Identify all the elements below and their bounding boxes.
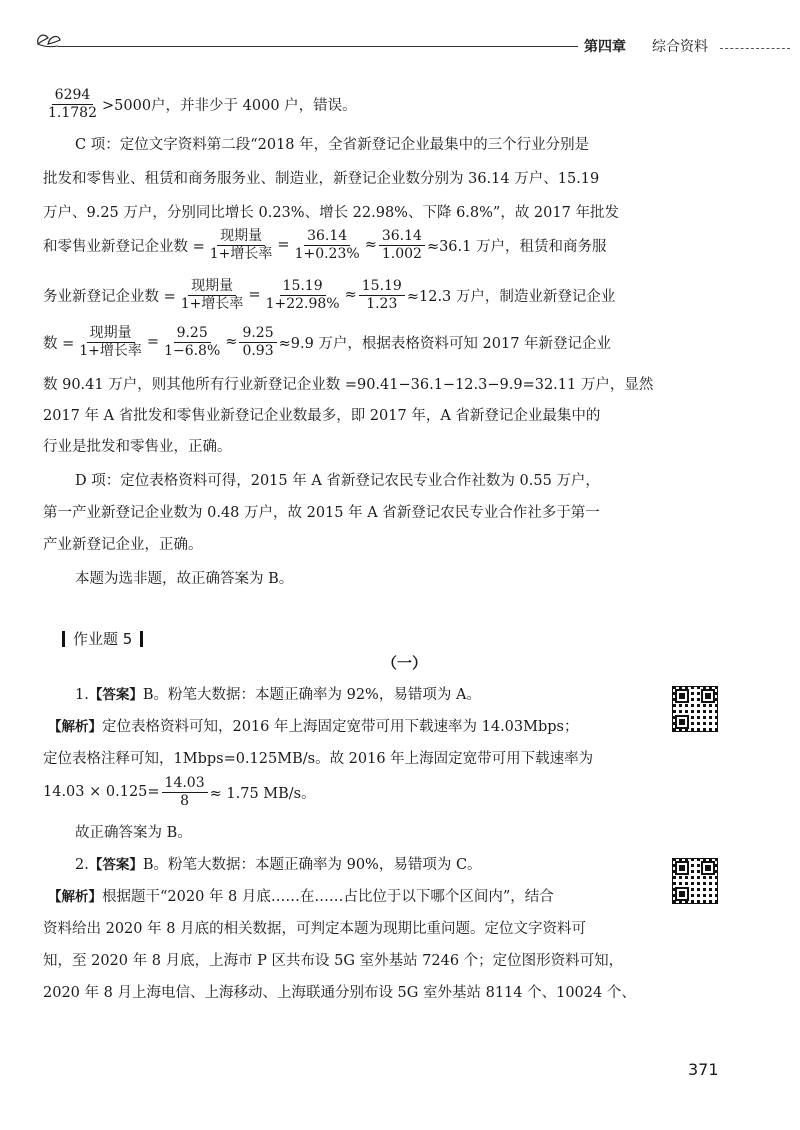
page-number: 371 xyxy=(688,1060,719,1079)
leaf-logo-icon xyxy=(34,30,64,50)
q1-analysis-1: 【解析】定位表格资料可知，2016 年上海固定宽带可用下载速率为 14.03Mbps； xyxy=(48,719,579,735)
option-a-tail: $\frac{6294}{1.1782}$ >5000户，并非少于 4000 户，错误。 xyxy=(43,84,357,124)
text-line: 数 90.41 万户，则其他所有行业新登记企业数 =90.41−36.1−12.3−9.9=32.11 万户，显然 xyxy=(43,377,654,393)
formula-line-c6: 数 = $\frac{\text{现期量}}{\text{1+增长率}}$ = $\frac{9.25}{1-6.8\%}$ ≈ $\frac{9.25}{0.93}$ ≈9.9 万户，根据表格资料可知 2017 年新登记企业 xyxy=(43,324,612,359)
fraction-a: $\frac{6294}{1.1782}$ xyxy=(48,86,97,121)
fraction: $\frac{9.25}{1-6.8\%}$ xyxy=(164,324,221,359)
heading-bar xyxy=(140,631,143,647)
header-rule-right xyxy=(720,48,790,49)
fraction: $\frac{36.14}{1.002}$ xyxy=(379,228,425,263)
text-line: 产业新登记企业，正确。 xyxy=(43,537,203,553)
fraction: $\frac{\text{现期量}}{\text{1+增长率}}$ xyxy=(209,227,273,262)
text-line: 行业是批发和零售业，正确。 xyxy=(43,439,232,455)
homework-heading xyxy=(62,628,143,649)
section-title: 综合资料 xyxy=(652,39,708,55)
chapter-title: 第四章 xyxy=(584,39,626,55)
text-line: 资料给出 2020 年 8 月底的相关数据，可判定本题为现期比重问题。定位文字资料可 xyxy=(43,921,587,937)
heading-bar xyxy=(62,631,65,647)
text-line: 定位表格注释可知，1Mbps=0.125MB/s。故 2016 年上海固定宽带可用下载速率为 xyxy=(43,751,594,767)
formula-line-c5: 务业新登记企业数 = $\frac{\text{现期量}}{\text{1+增长率}}$ = $\frac{15.19}{1+22.98\%}$ ≈ $\frac{15.19}{1.23}$ ≈12.3 万户，制造业新登记企业 xyxy=(43,277,616,312)
q1-answer: 1.【答案】B。粉笔大数据：本题正确率为 92%，易错项为 A。 xyxy=(75,687,481,703)
text-line: 第一产业新登记企业数为 0.48 万户，故 2015 年 A 省新登记农民专业合作社多于第一 xyxy=(43,505,600,521)
fraction: $\frac{\text{现期量}}{\text{1+增长率}}$ xyxy=(180,277,244,312)
text-line: 2020 年 8 月上海电信、上海移动、上海联通分别布设 5G 室外基站 8114 个、10024 个、 xyxy=(43,985,636,1001)
text-line: 2017 年 A 省批发和零售业新登记企业数最多，即 2017 年，A 省新登记企业最集中的 xyxy=(43,408,601,424)
fraction: $\frac{\text{现期量}}{\text{1+增长率}}$ xyxy=(79,324,142,359)
text-line: C 项：定位文字资料第二段“2018 年，全省新登记企业最集中的三个行业分别是 xyxy=(75,137,590,153)
part-heading: （一） xyxy=(382,654,428,672)
q1-conclusion: 故正确答案为 B。 xyxy=(75,825,192,841)
text-line: 批发和零售业、租赁和商务服务业、制造业，新登记企业数分别为 36.14 万户、15.19 xyxy=(43,171,600,187)
header-rule xyxy=(58,46,578,47)
homework-title: 作业题 5 xyxy=(73,630,133,648)
q2-analysis-1: 【解析】根据题干“2020 年 8 月底……在……占比位于以下哪个区间内”，结合 xyxy=(48,889,554,905)
conclusion: 本题为选非题，故正确答案为 B。 xyxy=(75,571,294,587)
fraction: $\frac{15.19}{1+22.98\%}$ xyxy=(265,277,340,312)
formula-line-c4: 和零售业新登记企业数 = $\frac{\text{现期量}}{\text{1+增长率}}$ = $\frac{36.14}{1+0.23\%}$ ≈ $\frac{36.14}{1.002}$ ≈36.1 万户，租赁和商务服 xyxy=(43,227,607,262)
qr-code-icon[interactable] xyxy=(672,686,718,732)
qr-code-icon[interactable] xyxy=(672,858,718,904)
text-line: D 项：定位表格资料可得，2015 年 A 省新登记农民专业合作社数为 0.55 万户， xyxy=(75,473,600,489)
text-line: 知，至 2020 年 8 月底，上海市 P 区共布设 5G 室外基站 7246 个；定位图形资料可知， xyxy=(43,953,624,969)
fraction: $\frac{36.14}{1+0.23\%}$ xyxy=(294,227,360,262)
formula-line-q1: 14.03 × 0.125= $\frac{14.03}{8}$ ≈ 1.75 MB/s。 xyxy=(43,774,316,809)
text-line: 万户、9.25 万户，分别同比增长 0.23%、增长 22.98%、下降 6.8%”，故 2017 年批发 xyxy=(43,205,619,221)
fraction: $\frac{15.19}{1.23}$ xyxy=(359,278,405,313)
fraction: $\frac{9.25}{0.93}$ xyxy=(239,325,276,360)
fraction: $\frac{14.03}{8}$ xyxy=(162,775,208,810)
q2-answer: 2.【答案】B。粉笔大数据：本题正确率为 90%，易错项为 C。 xyxy=(75,857,482,873)
